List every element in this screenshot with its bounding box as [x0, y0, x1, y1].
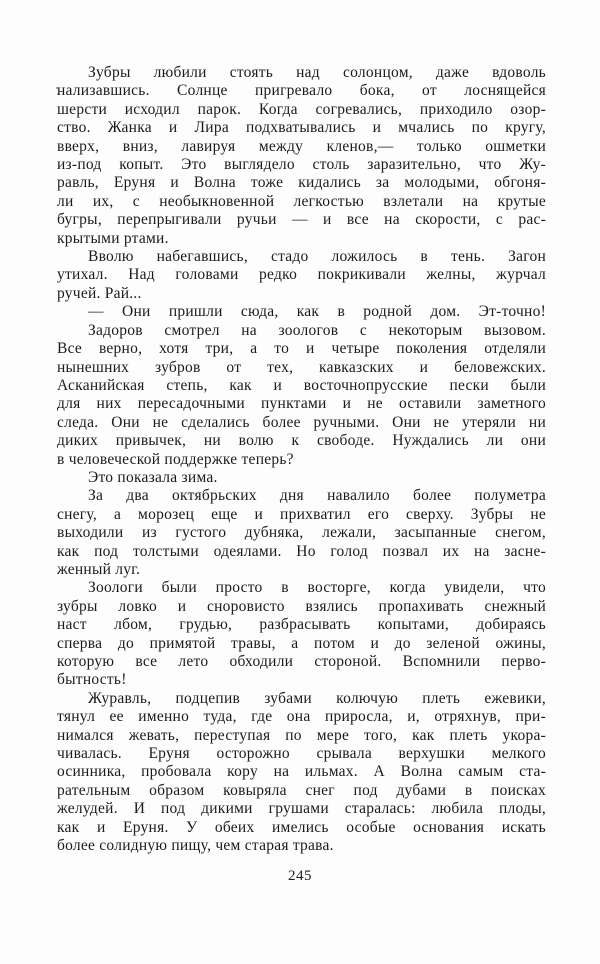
text-line: нализавшись. Солнце пригревало бока, от лоснящейся [57, 82, 546, 100]
text-line: ручей. Рай... [57, 284, 142, 302]
text-line: зубры ловко и сноровисто взялись пропахивать снежный [57, 597, 546, 615]
text-line: наст лбом, грудью, разбрасывать копытами, добираясь [57, 616, 546, 634]
paragraph [57, 487, 546, 579]
paragraph [57, 322, 546, 469]
text-line: следа. Они не сделались более ручными. Они не утеряли ни [57, 413, 546, 431]
paragraph [57, 690, 546, 856]
text-line: За два октябрьских дня навалило более полуметра [88, 487, 546, 505]
text-line: из-под копыт. Это выглядело столь заразительно, что Жу- [57, 156, 546, 174]
page-text [57, 64, 546, 855]
text-line: бытность! [57, 671, 127, 689]
text-line: шерсти исходил парок. Когда согревались, приходило озор- [57, 100, 546, 118]
text-line: нынешних зубров от тех, кавказских и беловежских. [57, 358, 546, 376]
text-line: Асканийская степь, как и восточнопрусские пески были [57, 376, 546, 394]
text-line: более солидную пищу, чем старая трава. [57, 837, 334, 855]
text-line: нимался жевать, переступая по мере того, как плеть укора- [57, 726, 546, 744]
text-line: ли их, с необыкновенной легкостью взлетали на крутые [57, 192, 546, 210]
text-line: Вволю набегавшись, стадо ложилось в тень. Загон [88, 248, 546, 266]
text-line: Журавль, подцепив зубами колючую плеть ежевики, [88, 689, 546, 707]
text-line: для них пересадочными пунктами и не оставили заметного [57, 395, 546, 413]
text-line: — Они пришли сюда, как в родной дом. Эт-точно! [88, 303, 546, 321]
text-line: как и Еруня. У обеих имелись особые основания искать [57, 818, 546, 836]
text-line: диких привычек, ни волю к свободе. Нуждались ли они [57, 432, 546, 450]
paragraph [57, 64, 546, 248]
text-line: бугры, перепрыгивали ручьи — и все на скорости, с рас- [57, 211, 546, 229]
text-line: равль, Еруня и Волна тоже кидались за молодыми, обгоня- [57, 174, 546, 192]
text-line: тянул ее именно туда, где она приросла, и, отряхнув, при- [57, 708, 546, 726]
text-line: Все верно, хотя три, а то и четыре поколения отделяли [57, 340, 546, 358]
text-line: которую все лето обходили стороной. Вспомнили перво- [57, 653, 546, 670]
text-line: чивалась. Еруня осторожно срывала верхушки мелкого [57, 745, 546, 763]
text-line: вверх, вниз, лавируя между кленов,— только ошметки [57, 137, 546, 155]
text-line: снегу, а морозец еще и прихватил его сверху. Зубры не [57, 505, 546, 523]
text-line: Зубры любили стоять над солонцом, даже вдоволь [88, 64, 546, 81]
page-number: 245 [288, 868, 312, 884]
text-line: выходили из густого дубняка, лежали, засыпанные снегом, [57, 524, 546, 542]
text-line: Зоологи были просто в восторге, когда увидели, что [88, 579, 546, 597]
text-line: желудей. И под дикими грушами старалась: любила плоды, [57, 800, 546, 818]
text-line: женный луг. [57, 560, 141, 578]
paragraph [57, 469, 546, 487]
text-line: утихал. Над головами редко покрикивали желны, журчал [57, 266, 546, 284]
text-line: как под толстыми одеялами. Но голод позвал их на засне- [57, 542, 546, 560]
text-line: сперва до примятой травы, а потом и до зеленой ожины, [57, 634, 546, 652]
paragraph [57, 303, 546, 321]
paragraph [57, 579, 546, 689]
text-line: в человеческой поддержке теперь? [57, 450, 294, 468]
text-line: крытыми ртами. [57, 229, 169, 247]
text-line: осинника, пробовала кору на ильмах. А Волна самым ста- [57, 763, 546, 781]
text-line: Это показала зима. [88, 468, 218, 486]
text-line: Задоров смотрел на зоологов с некоторым вызовом. [88, 321, 546, 339]
text-line: рательным образом ковыряла снег под дубами в поисках [57, 781, 546, 799]
paragraph [57, 248, 546, 303]
text-line: ство. Жанка и Лира подхватывались и мчались по кругу, [57, 119, 546, 137]
